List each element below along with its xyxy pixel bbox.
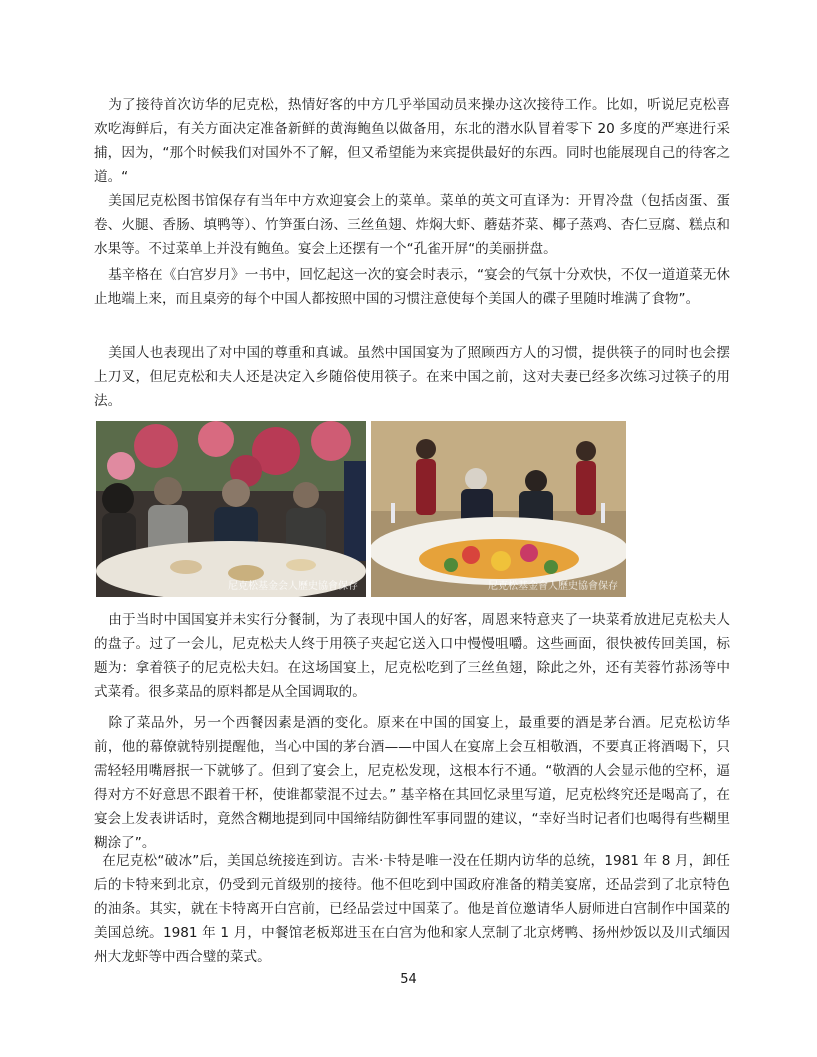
- photo-row: [96, 421, 626, 597]
- paragraph-5-text: 由于当时中国国宴并未实行分餐制，为了表现中国人的好客，周恩来特意夹了一块菜肴放进尼克松夫人的盘子。过了一会儿，尼克松夫人终于用筷子夹起它送入口中慢慢咀嚼。这些画面，很快被传回美国，标题为：拿着筷子的尼克松夫妇。在这场国宴上，尼克松吃到了三丝鱼翅，除此之外，还有芙蓉竹荪汤等中式菜肴。很多菜品的原料都是从全国调取的。: [94, 612, 730, 700]
- paragraph-3: [94, 263, 730, 311]
- banquet-photo-right-image: [371, 421, 626, 597]
- paragraph-4-text: 美国人也表现出了对中国的尊重和真诚。虽然中国国宴为了照顾西方人的习惯，提供筷子的同时也会摆上刀叉，但尼克松和夫人还是决定入乡随俗使用筷子。在来中国之前，这对夫妻已经多次练习过筷子的用法。: [94, 345, 730, 409]
- paragraph-1-text: 为了接待首次访华的尼克松，热情好客的中方几乎举国动员来操办这次接待工作。比如，听说尼克松喜欢吃海鲜后，有关方面决定准备新鲜的黄海鲍鱼以做备用，东北的潜水队冒着零下 20 多度的严寒进行采捕，因为，“那个时候我们对国外不了解，但又希望能为来宾提供最好的东西。同时也能展现自己的待客之道。“: [94, 97, 730, 185]
- paragraph-4: [94, 341, 730, 413]
- paragraph-3-text: 基辛格在《白宫岁月》一书中，回忆起这一次的宴会时表示，“宴会的气氛十分欢快，不仅一道道菜无休止地端上来，而且桌旁的每个中国人都按照中国的习惯注意使每个美国人的碟子里随时堆满了食物”。: [94, 267, 730, 307]
- paragraph-7-text: 在尼克松“破冰”后，美国总统接连到访。吉米·卡特是唯一没在任期内访华的总统，1981 年 8 月，卸任后的卡特来到北京，仍受到元首级别的接待。他不但吃到中国政府准备的精美宴席，还品尝到了北京特色的油条。其实，就在卡特离开白宫前，已经品尝过中国菜了。他是首位邀请华人厨师进白宫制作中国菜的美国总统。1981 年 1 月，中餐馆老板郑进玉在白宫为他和家人烹制了北京烤鸭、扬州炒饭以及川式缅因州大龙虾等中西合璧的菜式。: [94, 853, 730, 965]
- banquet-photo-left: [96, 421, 366, 597]
- paragraph-6: [94, 711, 730, 855]
- paragraph-7: [94, 849, 730, 969]
- banquet-photo-left-image: [96, 421, 366, 597]
- paragraph-1: [94, 93, 730, 189]
- banquet-photo-right: [371, 421, 626, 597]
- paragraph-2-text: 美国尼克松图书馆保存有当年中方欢迎宴会上的菜单。菜单的英文可直译为：开胃冷盘（包括卤蛋、蛋卷、火腿、香肠、填鸭等）、竹笋蛋白汤、三丝鱼翅、炸焖大虾、蘑菇芥菜、椰子蒸鸡、杏仁豆腐、糕点和水果等。不过菜单上并没有鲍鱼。宴会上还摆有一个“孔雀开屏“的美丽拼盘。: [94, 193, 730, 257]
- paragraph-6-text: 除了菜品外，另一个西餐因素是酒的变化。原来在中国的国宴上，最重要的酒是茅台酒。尼克松访华前，他的幕僚就特别提醒他，当心中国的茅台酒——中国人在宴席上会互相敬酒，不要真正将酒喝下，只需轻轻用嘴唇抿一下就够了。但到了宴会上，尼克松发现，这根本行不通。“敬酒的人会显示他的空杯，逼得对方不好意思不跟着干杯，使谁都蒙混不过去。” 基辛格在其回忆录里写道，尼克松终究还是喝高了，在宴会上发表讲话时，竟然含糊地提到同中国缔结防御性军事同盟的建议，“幸好当时记者们也喝得有些糊里糊涂了”。: [94, 715, 730, 851]
- paragraph-2: [94, 189, 730, 261]
- photo-caption-left: 尼克松基金会人歷史協會保存: [228, 581, 358, 592]
- page-number: 54: [400, 972, 417, 987]
- photo-caption-right: 尼克松基金會人歷史協會保存: [488, 581, 618, 592]
- paragraph-5: [94, 608, 730, 704]
